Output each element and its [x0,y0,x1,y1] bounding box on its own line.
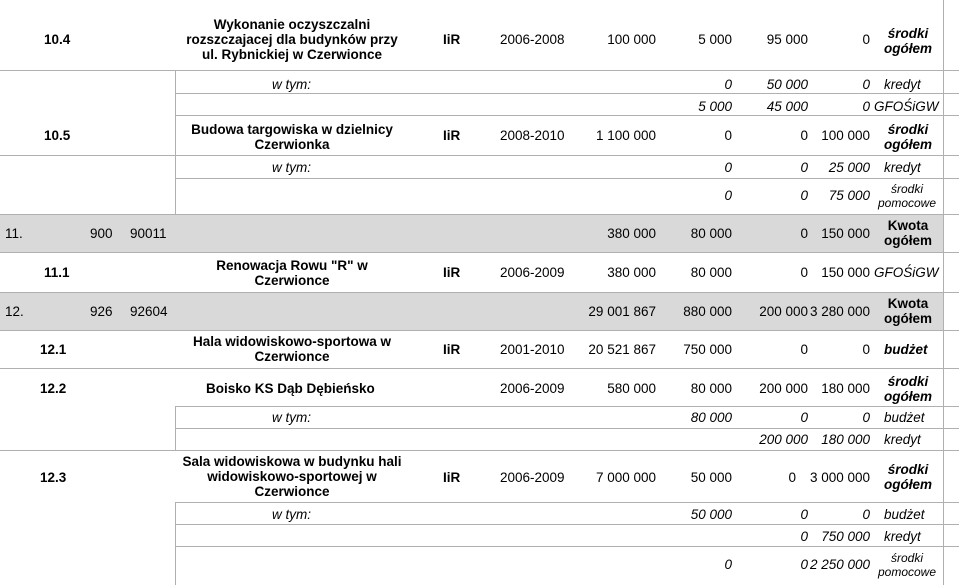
value-2: 0 [800,507,808,522]
value-3: 150 000 [821,226,870,241]
value-1: 80 000 [690,410,732,425]
value-3: 2 250 000 [809,557,870,572]
section-number: 12. [5,304,24,319]
value-1: 0 [724,557,732,572]
funding-label: GFOŚiGW [874,265,939,280]
w-tym-label: w tym: [272,160,311,175]
funding-label: kredyt [884,529,921,544]
row-number: 12.1 [40,342,67,357]
task-years: 2008-2010 [500,128,565,143]
section-rozdzial: 90011 [130,226,167,241]
value-3: 0 [862,507,870,522]
section-number: 11. [5,226,23,241]
value-3: 150 000 [821,265,870,280]
funding-label: środki ogółem [883,462,932,492]
value-1: 0 [724,128,732,143]
value-2: 750 000 [821,529,870,544]
total-cost: 100 000 [607,32,656,47]
value-2: 45 000 [766,99,808,114]
row-number: 12.3 [40,470,67,485]
section-rozdzial: 92604 [130,304,168,319]
row-number: 12.2 [40,381,67,396]
funding-label: kredyt [884,432,921,447]
task-description: Renowacja Rowu "R" w Czerwionce [216,258,368,288]
funding-label: środki ogółem [883,26,932,56]
value-1: 80 000 [690,226,732,241]
total-cost: 7 000 000 [595,470,656,485]
value-3: 0 [862,410,870,425]
w-tym-label: w tym: [272,77,311,92]
value-1: 200 000 [759,432,808,447]
value-1: 0 [724,160,732,175]
task-type: IiR [443,32,461,47]
value-1: 750 000 [683,342,732,357]
funding-label: Kwota ogółem [883,218,932,248]
value-2: 0 [800,128,808,143]
task-type: IiR [443,128,461,143]
task-type: IiR [443,470,461,485]
funding-label: GFOŚiGW [874,99,939,114]
value-1: 0 [724,188,732,203]
value-3: 75 000 [828,188,870,203]
value-2: 50 000 [766,77,808,92]
value-1: 5 000 [698,32,732,47]
value-3: 3 000 000 [809,470,870,485]
funding-label: budżet [884,410,925,425]
value-3: 25 000 [828,160,870,175]
value-2: 0 [800,160,808,175]
funding-label: środki pomocowe [877,551,937,579]
task-description: Hala widowiskowo-sportowa w Czerwionce [192,334,392,364]
total-cost: 380 000 [607,265,656,280]
w-tym-label: w tym: [272,410,311,425]
total-cost: 20 521 867 [588,342,656,357]
funding-label: środki ogółem [883,374,932,404]
value-1: 5 000 [698,99,732,114]
value-2: 95 000 [766,32,808,47]
value-2: 0 [800,342,808,357]
value-2: 0 [800,410,808,425]
section-dzial: 900 [90,226,113,241]
value-1: 50 000 [690,470,732,485]
value-2: 180 000 [821,432,870,447]
value-1: 80 000 [690,381,732,396]
total-cost: 380 000 [607,226,656,241]
funding-label: środki ogółem [883,122,932,152]
value-3: 0 [862,77,870,92]
section-dzial: 926 [90,304,113,319]
task-type: IiR [443,265,461,280]
task-description: Budowa targowiska w dzielnicy Czerwionka [191,122,393,152]
value-3: 3 280 000 [809,304,870,319]
value-2: 200 000 [759,381,808,396]
value-3: 0 [862,342,870,357]
funding-label: budżet [884,507,925,522]
funding-label: Kwota ogółem [883,296,932,326]
value-3: 0 [862,99,870,114]
value-1: 50 000 [690,507,732,522]
row-number: 11.1 [44,265,70,280]
row-number: 10.5 [44,128,71,143]
task-description: Wykonanie oczyszczalni rozszczajacej dla budynków przy ul. Rybnickiej w Czerwionce [186,17,398,62]
funding-label: kredyt [884,160,921,175]
value-3: 100 000 [821,128,870,143]
row-number: 10.4 [44,32,71,47]
task-years: 2001-2010 [500,342,565,357]
total-cost: 1 100 000 [595,128,656,143]
funding-label: budżet [884,342,928,357]
task-type: IiR [443,342,461,357]
task-years: 2006-2009 [500,381,565,396]
task-description: Boisko KS Dąb Dębieńsko [206,381,375,396]
value-2: 200 000 [759,304,808,319]
funding-label: kredyt [884,77,921,92]
task-description: Sala widowiskowa w budynku hali widowiskowo-sportowej w Czerwionce [182,454,402,499]
value-2: 0 [800,265,808,280]
w-tym-label: w tym: [272,507,311,522]
funding-label: środki pomocowe [877,182,937,210]
task-years: 2006-2009 [500,470,565,485]
value-2: 0 [788,470,796,485]
total-cost: 580 000 [607,381,656,396]
value-3: 180 000 [821,381,870,396]
value-1: 0 [800,529,808,544]
value-3: 0 [862,32,870,47]
value-1: 0 [724,77,732,92]
value-2: 0 [800,226,808,241]
task-years: 2006-2008 [500,32,565,47]
task-years: 2006-2009 [500,265,565,280]
value-2: 0 [800,557,808,572]
value-1: 880 000 [683,304,732,319]
value-2: 0 [800,188,808,203]
total-cost: 29 001 867 [588,304,656,319]
value-1: 80 000 [690,265,732,280]
